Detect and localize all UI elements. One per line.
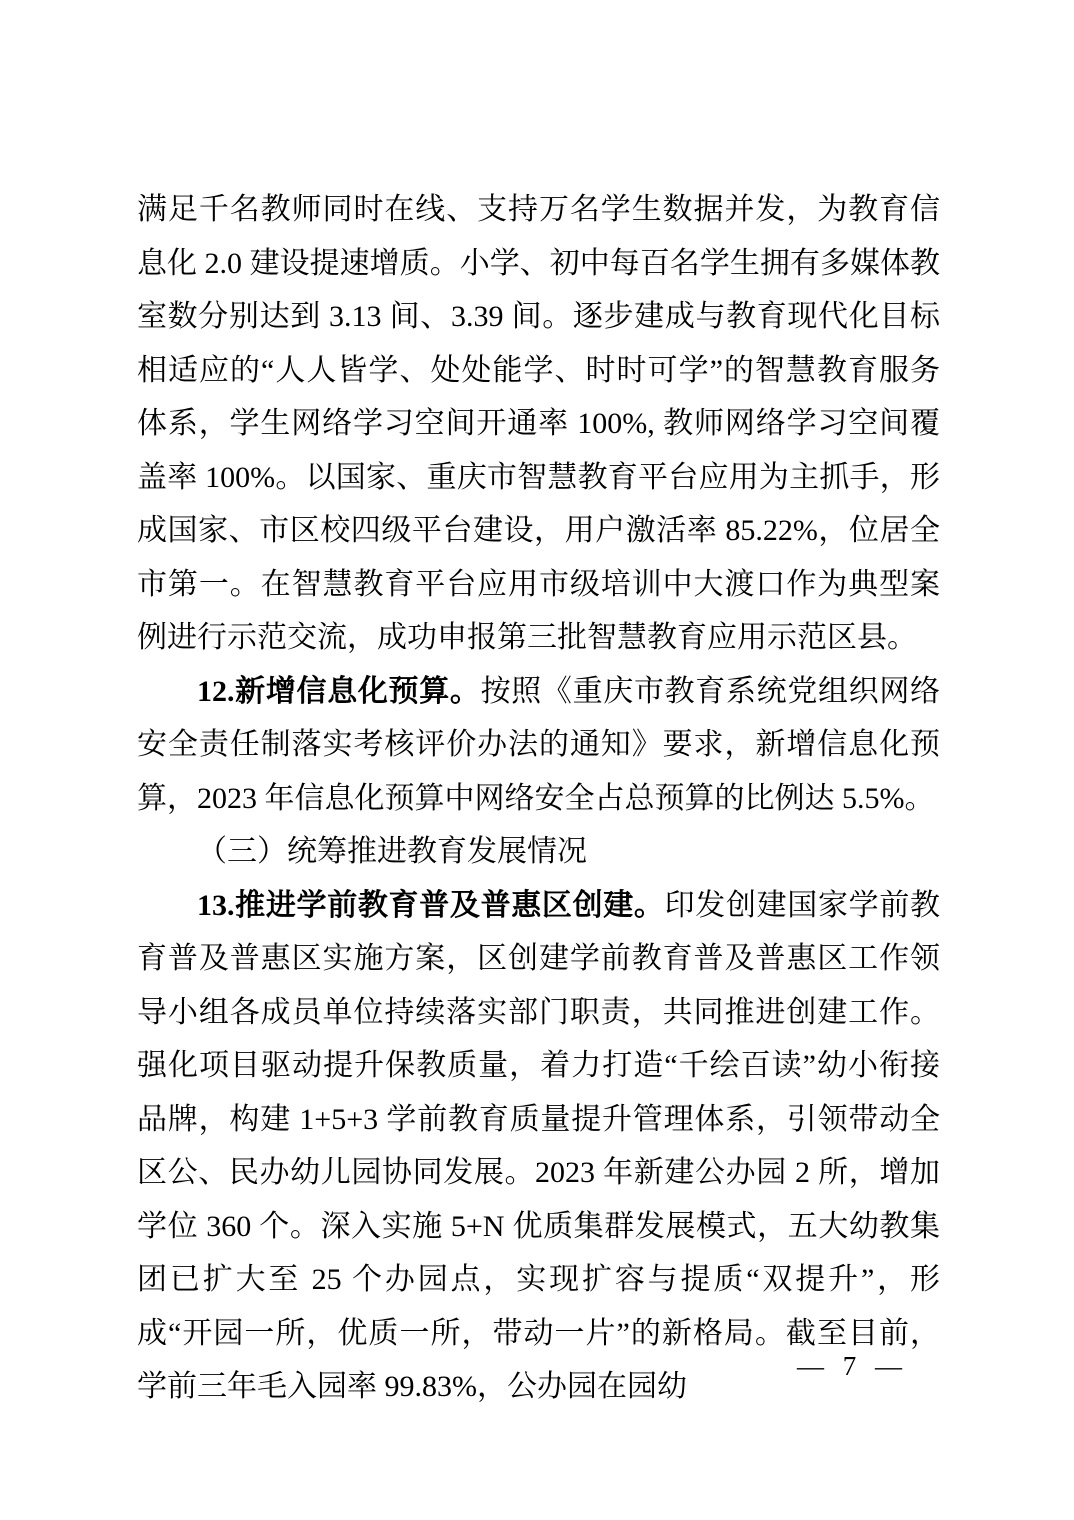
item-13-heading: 13.推进学前教育普及普惠区创建。 (197, 888, 665, 922)
item-13-body: 印发创建国家学前教育普及普惠区实施方案，区创建学前教育普及普惠区工作领导小组各成员单位持续落实部门职责，共同推进创建工作。强化项目驱动提升保教质量，着力打造“千绘百读”幼小衔接品牌，构建 1+5+3 学前教育质量提升管理体系，引领带动全区公、民办幼儿园协同发展。2023 年新建公办园 2 所，增加学位 360 个。深入实施 5+N 优质集群发展模式，五大幼教集团已扩大至 25 个办园点，实现扩容与提质“双提升”，形成“开园一所，优质一所，带动一片”的新格局。截至目前，学前三年毛入园率 99.83%，公办园在园幼 (137, 888, 941, 1403)
item-12-heading: 12.新增信息化预算。 (197, 674, 481, 708)
paragraph-informatization (137, 183, 940, 665)
paragraph-item-13 (137, 879, 940, 1414)
paragraph-text: 满足千名教师同时在线、支持万名学生数据并发，为教育信息化 2.0 建设提速增质。小学、初中每百名学生拥有多媒体教室数分别达到 3.13 间、3.39 间。逐步建成与教育现代化目标相适应的“人人皆学、处处能学、时时可学”的智慧教育服务体系，学生网络学习空间开通率 100%, 教师网络学习空间覆盖率 100%。以国家、重庆市智慧教育平台应用为主抓手，形成国家、市区校四级平台建设，用户激活率 85.22%，位居全市第一。在智慧教育平台应用市级培训中大渡口作为典型案例进行示范交流，成功申报第三批智慧教育应用示范区县。 (137, 193, 940, 654)
item-12-body: 按照《重庆市教育系统党组织网络安全责任制落实考核评价办法的通知》要求，新增信息化预算，2023 年信息化预算中网络安全占总预算的比例达 5.5%。 (137, 674, 941, 815)
section-heading-text: （三）统筹推进教育发展情况 (197, 835, 587, 868)
page-number: — 7 — (797, 1351, 908, 1381)
paragraph-item-12 (137, 665, 940, 826)
document-content (137, 183, 940, 1414)
section-heading-3 (137, 825, 940, 879)
